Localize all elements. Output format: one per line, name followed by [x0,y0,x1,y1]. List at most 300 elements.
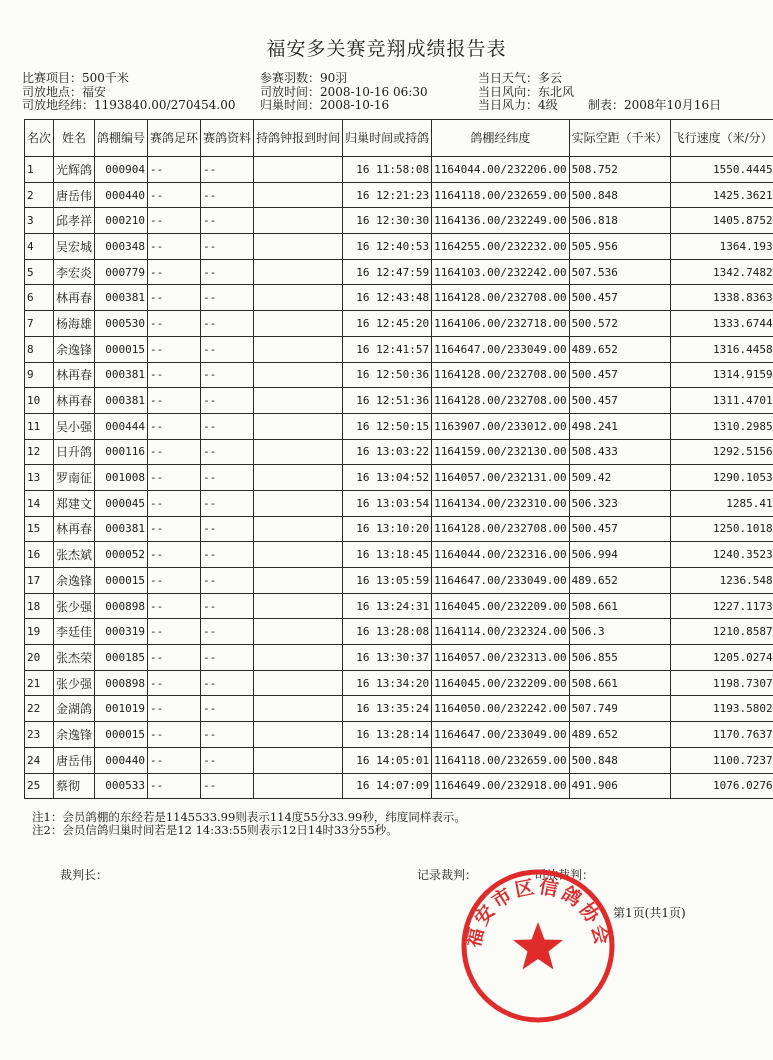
cell-rank: 6 [25,285,54,311]
cell-distance: 508.752 [569,157,670,183]
cell-coords: 1164649.00/232918.00 [432,773,569,799]
cell-distance: 507.749 [569,696,670,722]
cell-name: 唐岳伟 [54,182,95,208]
cell-name: 光辉鸽 [54,157,95,183]
cell-pigeon-info: -- [201,670,254,696]
cell-distance: 506.994 [569,542,670,568]
header-clock: 持鸽钟报到时间 [254,120,343,157]
cell-speed: 1338.8363 [670,285,773,311]
cell-speed: 1316.4458 [670,336,773,362]
info-release-site: 司放地点：福安 [22,84,107,99]
cell-return-time: 16 13:35:24 [343,696,432,722]
cell-distance: 500.457 [569,516,670,542]
cell-rank: 18 [25,593,54,619]
info-wind-force: 当日风力：4级 [478,98,558,112]
cell-pigeon-info: -- [201,259,254,285]
cell-pigeon-info: -- [201,645,254,671]
cell-clock [254,773,343,799]
cell-name: 日升鸽 [54,439,95,465]
cell-speed: 1342.7482 [670,259,773,285]
table-row [25,542,773,568]
cell-name: 杨海雄 [54,311,95,337]
cell-clock [254,336,343,362]
cell-speed: 1193.5802 [670,696,773,722]
cell-name: 蔡彻 [54,773,95,799]
cell-coords: 1164647.00/233049.00 [432,568,569,594]
cell-return-time: 16 13:04:52 [343,465,432,491]
cell-ring: -- [148,285,201,311]
cell-name: 吴宏城 [54,234,95,260]
cell-coords: 1164128.00/232708.00 [432,362,569,388]
cell-return-time: 16 13:28:08 [343,619,432,645]
cell-name: 李宏炎 [54,259,95,285]
table-row [25,182,773,208]
cell-name: 余逸锋 [54,568,95,594]
cell-coords: 1164114.00/232324.00 [432,619,569,645]
cell-return-time: 16 13:05:59 [343,568,432,594]
cell-pigeon-info: -- [201,362,254,388]
cell-clock [254,619,343,645]
cell-pigeon-info: -- [201,696,254,722]
cell-pigeon-info: -- [201,388,254,414]
cell-speed: 1314.9159 [670,362,773,388]
recorder-judge-label: 记录裁判： [417,868,478,882]
cell-return-time: 16 12:50:15 [343,413,432,439]
cell-name: 余逸锋 [54,722,95,748]
cell-clock [254,722,343,748]
cell-rank: 12 [25,439,54,465]
cell-loft-id: 000898 [95,670,148,696]
cell-clock [254,542,343,568]
cell-pigeon-info: -- [201,619,254,645]
header-distance: 实际空距（千米） [569,120,670,157]
table-row [25,747,773,773]
cell-pigeon-info: -- [201,516,254,542]
header-speed: 飞行速度（米/分） [670,120,773,157]
seal-text: 福安市区信鸽协会 [462,875,614,950]
cell-clock [254,285,343,311]
cell-ring: -- [148,465,201,491]
table-row [25,670,773,696]
table-row [25,490,773,516]
cell-ring: -- [148,388,201,414]
cell-loft-id: 000045 [95,490,148,516]
cell-coords: 1164159.00/232130.00 [432,439,569,465]
table-row [25,439,773,465]
cell-rank: 17 [25,568,54,594]
cell-rank: 21 [25,670,54,696]
cell-pigeon-info: -- [201,490,254,516]
cell-pigeon-info: -- [201,157,254,183]
cell-clock [254,490,343,516]
cell-distance: 491.906 [569,773,670,799]
cell-clock [254,465,343,491]
cell-loft-id: 000904 [95,157,148,183]
cell-speed: 1290.1053 [670,465,773,491]
cell-ring: -- [148,490,201,516]
cell-distance: 506.3 [569,619,670,645]
cell-return-time: 16 13:03:22 [343,439,432,465]
table-row [25,234,773,260]
cell-speed: 1210.8587 [670,619,773,645]
cell-ring: -- [148,593,201,619]
table-row [25,645,773,671]
cell-return-time: 16 12:51:36 [343,388,432,414]
table-row [25,773,773,799]
cell-coords: 1164118.00/232659.00 [432,747,569,773]
cell-name: 罗南征 [54,465,95,491]
cell-ring: -- [148,722,201,748]
cell-return-time: 16 12:43:48 [343,285,432,311]
cell-coords: 1164044.00/232316.00 [432,542,569,568]
cell-return-time: 16 12:47:59 [343,259,432,285]
cell-pigeon-info: -- [201,568,254,594]
header-pigeon-info: 赛鸽资料 [201,120,254,157]
cell-loft-id: 000530 [95,311,148,337]
cell-name: 林再春 [54,516,95,542]
table-row [25,362,773,388]
cell-name: 张少强 [54,593,95,619]
cell-loft-id: 000015 [95,722,148,748]
cell-speed: 1550.4445 [670,157,773,183]
cell-return-time: 16 12:45:20 [343,311,432,337]
cell-distance: 506.818 [569,208,670,234]
cell-clock [254,234,343,260]
cell-name: 张杰荣 [54,645,95,671]
cell-return-time: 16 12:21:23 [343,182,432,208]
cell-ring: -- [148,234,201,260]
cell-return-time: 16 12:30:30 [343,208,432,234]
table-row [25,593,773,619]
results-table [24,119,773,799]
table-row [25,568,773,594]
cell-return-time: 16 12:41:57 [343,336,432,362]
cell-ring: -- [148,645,201,671]
cell-ring: -- [148,208,201,234]
cell-coords: 1164106.00/232718.00 [432,311,569,337]
cell-distance: 500.457 [569,285,670,311]
cell-pigeon-info: -- [201,722,254,748]
cell-speed: 1227.1173 [670,593,773,619]
cell-distance: 489.652 [569,722,670,748]
cell-loft-id: 000440 [95,182,148,208]
cell-clock [254,208,343,234]
cell-pigeon-info: -- [201,182,254,208]
cell-speed: 1170.7637 [670,722,773,748]
cell-loft-id: 000015 [95,336,148,362]
cell-name: 林再春 [54,362,95,388]
cell-loft-id: 000015 [95,568,148,594]
header-rank: 名次 [25,120,54,157]
table-row [25,388,773,414]
cell-speed: 1425.3621 [670,182,773,208]
cell-ring: -- [148,619,201,645]
cell-rank: 13 [25,465,54,491]
footnote-2: 注2：会员信鸽归巢时间若是12 14:33:55则表示12日14时33分55秒。 [32,823,398,837]
cell-rank: 2 [25,182,54,208]
cell-clock [254,388,343,414]
cell-clock [254,439,343,465]
cell-ring: -- [148,542,201,568]
info-made-date: 制表：2008年10月16日 [588,98,722,112]
cell-return-time: 16 12:50:36 [343,362,432,388]
cell-coords: 1164136.00/232249.00 [432,208,569,234]
header-name: 姓名 [54,120,95,157]
cell-name: 吴小强 [54,413,95,439]
cell-coords: 1164128.00/232708.00 [432,516,569,542]
cell-return-time: 16 13:03:54 [343,490,432,516]
cell-distance: 500.848 [569,182,670,208]
cell-name: 李廷佳 [54,619,95,645]
cell-pigeon-info: -- [201,234,254,260]
cell-speed: 1236.548 [670,568,773,594]
cell-name: 张杰斌 [54,542,95,568]
cell-ring: -- [148,413,201,439]
cell-return-time: 16 13:18:45 [343,542,432,568]
cell-clock [254,413,343,439]
cell-distance: 498.241 [569,413,670,439]
cell-speed: 1240.3523 [670,542,773,568]
cell-distance: 500.848 [569,747,670,773]
table-row [25,311,773,337]
header-return-time: 归巢时间或持鸽 [343,120,432,157]
cell-ring: -- [148,568,201,594]
cell-loft-id: 000533 [95,773,148,799]
cell-return-time: 16 13:28:14 [343,722,432,748]
cell-rank: 9 [25,362,54,388]
association-seal [458,866,618,1026]
cell-return-time: 16 14:07:09 [343,773,432,799]
cell-return-time: 16 13:34:20 [343,670,432,696]
cell-speed: 1364.193 [670,234,773,260]
info-release-time: 司放时间：2008-10-16 06:30 [260,84,428,99]
cell-pigeon-info: -- [201,413,254,439]
cell-pigeon-info: -- [201,439,254,465]
cell-rank: 16 [25,542,54,568]
cell-ring: -- [148,336,201,362]
info-wind-direction: 当日风向：东北风 [478,84,575,99]
cell-coords: 1164045.00/232209.00 [432,593,569,619]
table-row [25,413,773,439]
cell-ring: -- [148,696,201,722]
cell-return-time: 16 12:40:53 [343,234,432,260]
cell-speed: 1100.7237 [670,747,773,773]
cell-speed: 1076.0276 [670,773,773,799]
header-loft-id: 鸽棚编号 [95,120,148,157]
cell-return-time: 16 13:10:20 [343,516,432,542]
cell-speed: 1292.5156 [670,439,773,465]
cell-coords: 1164255.00/232232.00 [432,234,569,260]
table-row [25,516,773,542]
cell-speed: 1311.4701 [670,388,773,414]
cell-speed: 1198.7307 [670,670,773,696]
cell-pigeon-info: -- [201,747,254,773]
table-header-row [25,120,773,157]
table-row [25,285,773,311]
cell-loft-id: 000116 [95,439,148,465]
cell-loft-id: 001019 [95,696,148,722]
cell-return-time: 16 14:05:01 [343,747,432,773]
cell-return-time: 16 11:58:08 [343,157,432,183]
cell-coords: 1164134.00/232310.00 [432,490,569,516]
cell-coords: 1164128.00/232708.00 [432,388,569,414]
cell-name: 林再春 [54,285,95,311]
cell-distance: 506.323 [569,490,670,516]
cell-return-time: 16 13:30:37 [343,645,432,671]
cell-rank: 8 [25,336,54,362]
cell-rank: 5 [25,259,54,285]
cell-ring: -- [148,670,201,696]
cell-clock [254,157,343,183]
cell-distance: 500.457 [569,362,670,388]
cell-pigeon-info: -- [201,542,254,568]
cell-ring: -- [148,362,201,388]
cell-ring: -- [148,773,201,799]
cell-distance: 507.536 [569,259,670,285]
cell-ring: -- [148,157,201,183]
cell-coords: 1164103.00/232242.00 [432,259,569,285]
dispatch-judge-label: 司放裁判： [534,868,595,882]
footnote-1: 注1：会员鸽棚的东经若是1145533.99则表示114度55分33.99秒，纬度同样表示。 [32,810,466,824]
info-event: 比赛项目：500千米 [22,71,129,85]
cell-clock [254,568,343,594]
table-row [25,157,773,183]
cell-name: 郑建文 [54,490,95,516]
cell-ring: -- [148,311,201,337]
cell-rank: 11 [25,413,54,439]
cell-rank: 7 [25,311,54,337]
cell-rank: 14 [25,490,54,516]
cell-ring: -- [148,182,201,208]
cell-clock [254,696,343,722]
cell-clock [254,311,343,337]
table-row [25,619,773,645]
cell-coords: 1164044.00/232206.00 [432,157,569,183]
page-number: 第1页(共1页) [613,906,686,920]
cell-speed: 1310.2985 [670,413,773,439]
cell-loft-id: 000779 [95,259,148,285]
cell-coords: 1164050.00/232242.00 [432,696,569,722]
cell-rank: 22 [25,696,54,722]
cell-clock [254,645,343,671]
cell-coords: 1164057.00/232313.00 [432,645,569,671]
info-return-date: 归巢时间：2008-10-16 [260,98,390,112]
table-row [25,696,773,722]
cell-coords: 1164647.00/233049.00 [432,722,569,748]
cell-ring: -- [148,439,201,465]
cell-pigeon-info: -- [201,336,254,362]
footnotes [32,811,466,837]
cell-clock [254,182,343,208]
cell-coords: 1164057.00/232131.00 [432,465,569,491]
info-release-coords: 司放地经纬：1193840.00/270454.00 [22,98,236,112]
cell-distance: 508.661 [569,593,670,619]
cell-clock [254,747,343,773]
cell-clock [254,362,343,388]
cell-distance: 509.42 [569,465,670,491]
cell-name: 林再春 [54,388,95,414]
cell-pigeon-info: -- [201,465,254,491]
cell-distance: 505.956 [569,234,670,260]
cell-ring: -- [148,516,201,542]
cell-loft-id: 000440 [95,747,148,773]
cell-coords: 1164045.00/232209.00 [432,670,569,696]
info-weather: 当日天气：多云 [478,71,563,85]
cell-distance: 500.572 [569,311,670,337]
cell-loft-id: 000444 [95,413,148,439]
cell-pigeon-info: -- [201,311,254,337]
cell-clock [254,259,343,285]
header-coords: 鸽棚经纬度 [432,120,569,157]
cell-pigeon-info: -- [201,285,254,311]
cell-speed: 1333.6744 [670,311,773,337]
cell-loft-id: 000381 [95,516,148,542]
table-row [25,336,773,362]
cell-rank: 15 [25,516,54,542]
cell-clock [254,593,343,619]
cell-pigeon-info: -- [201,593,254,619]
header-ring: 赛鸽足环 [148,120,201,157]
cell-pigeon-info: -- [201,208,254,234]
cell-distance: 489.652 [569,568,670,594]
cell-distance: 489.652 [569,336,670,362]
table-row [25,465,773,491]
info-entries: 参赛羽数：90羽 [260,71,348,85]
cell-ring: -- [148,747,201,773]
cell-coords: 1164128.00/232708.00 [432,285,569,311]
cell-ring: -- [148,259,201,285]
cell-loft-id: 000052 [95,542,148,568]
cell-rank: 24 [25,747,54,773]
cell-rank: 25 [25,773,54,799]
cell-loft-id: 000381 [95,285,148,311]
cell-distance: 500.457 [569,388,670,414]
cell-speed: 1205.0274 [670,645,773,671]
cell-rank: 1 [25,157,54,183]
cell-speed: 1285.41 [670,490,773,516]
table-row [25,722,773,748]
cell-coords: 1164118.00/232659.00 [432,182,569,208]
cell-return-time: 16 13:24:31 [343,593,432,619]
cell-coords: 1163907.00/233012.00 [432,413,569,439]
cell-loft-id: 000348 [95,234,148,260]
cell-rank: 10 [25,388,54,414]
seal-star-icon [513,922,563,970]
cell-loft-id: 000319 [95,619,148,645]
cell-loft-id: 000185 [95,645,148,671]
cell-coords: 1164647.00/233049.00 [432,336,569,362]
cell-rank: 23 [25,722,54,748]
cell-rank: 3 [25,208,54,234]
cell-loft-id: 000898 [95,593,148,619]
cell-loft-id: 001008 [95,465,148,491]
cell-distance: 508.433 [569,439,670,465]
cell-pigeon-info: -- [201,773,254,799]
cell-clock [254,516,343,542]
cell-loft-id: 000381 [95,362,148,388]
cell-name: 张少强 [54,670,95,696]
cell-loft-id: 000381 [95,388,148,414]
cell-speed: 1405.8752 [670,208,773,234]
cell-name: 唐岳伟 [54,747,95,773]
cell-rank: 20 [25,645,54,671]
table-row [25,208,773,234]
cell-name: 余逸锋 [54,336,95,362]
cell-distance: 508.661 [569,670,670,696]
cell-speed: 1250.1018 [670,516,773,542]
cell-clock [254,670,343,696]
table-row [25,259,773,285]
